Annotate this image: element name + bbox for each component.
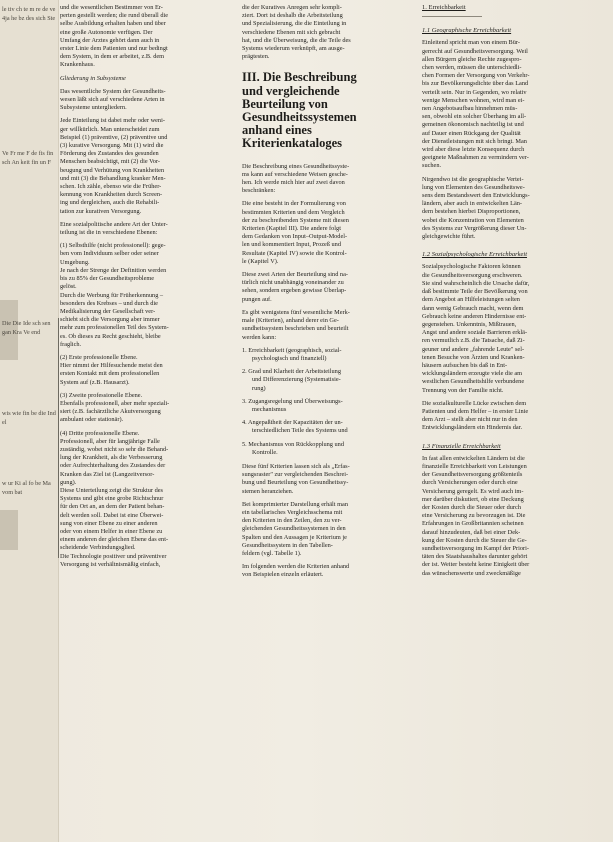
column-left xyxy=(60,4,224,574)
subsection-heading: 1.1 Geographische Erreichbarkeit xyxy=(422,27,512,35)
paragraph: (1) Selbsthilfe (nicht professionell): gege- ben vom Individuum selber oder seiner Umgebung. Je nach der Strenge der Definition werden bis zu 85% der Gesundheitsprobleme gelöst. Durch die Werbung für Früherkennung – besonders des Krebses – und durch die Medikalisierung der Gesellschaft ver- schiebt sich die Versorgung aber immer mehr zum professionellen Teil des System- es. Ob dieses zu Recht geschieht, bleibe fraglich. xyxy=(60,242,169,348)
divider xyxy=(422,16,482,17)
column-right xyxy=(422,4,606,583)
margin-note: le tiv ch te m re de ve 4ja he bz des sich Ste xyxy=(2,6,56,22)
margin-note: w ur Ki al fo be Ma vom bat xyxy=(2,480,51,496)
paragraph: Diese fünf Kriterien lassen sich als „Erfas- sungsraster" zur vergleichenden Beschrei- bung und Beurteilung von Gesundheitssy- stemen heranziehen. xyxy=(242,462,350,495)
margin-bracket-line xyxy=(58,318,59,558)
paragraph: und die wesentlichen Bestimmer von Er- perten gestellt werden; die rund überall die selbe Ausbildung erhalten haben und über eine große Autonomie verfügen. Der Umfang der Arztes gehört dann auch in erster Linie dem Patienten und nur bedingt dem System, in dem er arbeitet, z.B. dem Krankenhaus. xyxy=(60,4,169,69)
list-item: 3. Zugangsregelung und Überweisungs- mechanismus xyxy=(242,397,343,413)
list-item: 4. Angepaßtheit der Kapazitäten der un- terschiedlichen Teile des Systems und xyxy=(242,419,348,435)
paragraph: Sozialpsychologische Faktoren können die Gesundheitsversorgung erschweren. Sie sind wahrscheinlich die Ursache dafür, daß bestimmte Teile der Bevölkerung von dem Angebot an Hilfeleistungen selten dann wenig Gebrauch macht, wenn dem Gebrauch keine anderen Hindernisse ent- gegenstehen. Unkenntnis, Mißtrauen, Angst und andere soziale Barrieren erklä- ren vermutlich z.B. die Tatsache, daß Zi- geuner und andere „fahrende Leute" sel- tenen Besuche von Ärzten und Kranken- häusern aufsuchen bis daß in Ent- wicklungsländern erzeugte viele die am westlichen Gesundheitshilfe verbundene Trennung von der Familie nicht. xyxy=(422,263,530,394)
subheading: Gliederung in Subsysteme xyxy=(60,74,126,82)
paragraph: Die eine besteht in der Formulierung von bestimmten Kriterien und dem Vergleich der zu beschreibenden Systeme mit diesen Kriterien (Kapitel III). Die andere folgt dem Gedanken von Input–Output-Model- len und kommentiert Input, Prozeß und Resultate (Kapitel IV) sowie die Kontrol- le (Kapitel V). xyxy=(242,200,349,265)
margin-tab xyxy=(0,510,18,550)
paragraph: Jede Einteilung ist dabei mehr oder weni- ger willkürlich. Man unterscheidet zum Beispiel (1) präventive, (2) präventive und (3) kurative Versorgung. Mit (1) wird die Förderung des Zustandes des gesunden Menschen beabsichtigt, mit (2) die Vor- beugung und Verhütung von Krankheiten und mit (3) die Behandlung kranker Men- schen. Ich zähle, ebenso wie die Früher- kennung von Krankheiten durch Screen- ing und dergleichen, auch die Rehabili- tation zur kurativen Versorgung. xyxy=(60,117,168,215)
list-item: 2. Grad und Klarheit der Arbeitsteilung und Differenzierung (Systematisie- rung) xyxy=(242,368,341,392)
list-item: 5. Mechanismus von Rückkopplung und Kontrolle. xyxy=(242,440,344,456)
paragraph: Nirgendwo ist die geographische Vertei- lung von Elementen des Gesundheitswe- sens dem Bestandswert den Entwicklungs- ländern, aber auch in entwickelten Län- dern bestehen hierbei Disproportionen, wobei die Konzentration von Elementen des Systems zur Vergrößerung dieser Un- gleichgewichte führt. xyxy=(422,175,530,241)
subsection-heading: 1.3 Finanzielle Erreichbarkeit xyxy=(422,442,501,450)
paragraph: Die Beschreibung eines Gesundheitssyste- ms kann auf verschiedene Weisen gesche- hen. Ich werde mich hier auf zwei davon beschränken: xyxy=(242,162,350,195)
paragraph: Im folgenden werden die Kriterien anhand von Beispielen einzeln erläutert. xyxy=(242,563,350,579)
subsection-heading: 1. Erreichbarkeit xyxy=(422,4,466,11)
paragraph: Einleitend spricht man von einem Bür- gerrecht auf Gesundheitsversorgung. Weil allen Bürgern gleiche Rechte zugespro- chen werden, müssen die unterschiedli- chen Formen der Versorgung von Verkehr- bis zur Bevölkerungsdichte über das Land verteilt sein. Nur in Gegenden, wo relativ wenige Menschen wohnen, wird man ei- nen Angebotsaufbau hinnehmen müs- sen, obwohl ein solcher Überhang im all- gemeinen ökonomisch nachteilig ist und auf Dauer einen Rückgang der Qualität der Dienstleistungen mit sich bringt. Man wird aber diese letzte Konsequenz durch geeignete Maßnahmen zu vermindern ver- suchen. xyxy=(422,39,530,170)
paragraph: (3) Zweite professionelle Ebene. Ebenfalls professionell, aber mehr speziali- siert (z.B. fachärztliche Akutversorgung ambulant oder stationär). xyxy=(60,391,170,424)
margin-note: Die Die Ide sch sen gan Kra Ve end xyxy=(2,320,51,336)
margin-note: wis wie fin be die Ind el xyxy=(2,410,56,426)
list-item: 1. Erreichbarkeit (geographisch, sozial- psychologisch und finanziell) xyxy=(242,346,342,362)
subsection-heading: 1.2 Sozialpsychologische Erreichbarkeit xyxy=(422,251,528,259)
paragraph: Eine sozialpolitische andere Art der Unter- teilung ist die in verschiedene Ebenen: xyxy=(60,220,168,237)
paragraph: Bei komprimierter Darstellung erhält man ein tabellarisches Vergleichsschema mit den Kriterien in den Zeilen, den zu ver- gleichenden Gesundheitssystemen in den Spalten und den Aussagen je Kriterium je Gesundheitssystem in den Tabellen- feldern (vgl. Tabelle 1). xyxy=(242,500,348,557)
paragraph: (2) Erste professionelle Ebene. Hier nimmt der Hilfesuchende meist den ersten Kontakt mit dem professionellen System auf (z.B. Hausarzt). xyxy=(60,353,163,386)
margin-note: Ve Fr me F de fis fin sch An keit fin un F xyxy=(2,150,54,166)
paragraph: Es gibt wenigstens fünf wesentliche Merk- male (Kriterien), anhand derer ein Ge- sundheitssystem beschrieben und beurteilt werden kann: xyxy=(242,308,350,341)
paragraph: In fast allen entwickelten Ländern ist die finanzielle Erreichbarkeit von Leistungen der Gesundheitsversorgung größtenteils durch Versicherungen oder durch eine Versicherung geregelt. Es wird auch im- mer darüber diskutiert, ob eine Deckung der Kosten durch die Steuer oder durch eine Versicherung zu bevorzugen ist. Die Erfahrungen in Großbritannien scheinen darauf hinzudeuten, daß bei einer Dek- kung der Kosten durch die Steuer die Ge- sundheitsversorgung im Kampf der Priori- täten des Staatshaushaltes darunter gehört der ist. Weiter besteht keine Einigkeit über das wünschenswerte und zweckmäßige xyxy=(422,454,530,577)
paragraph: Diese zwei Arten der Beurteilung sind na- türlich nicht unabhängig voneinander zu sehen, sondern ergeben gewisse Überlap- pungen auf. xyxy=(242,271,348,303)
section-heading: III. Die Beschreibung und vergleichende Beurteilung von Gesundheitssystemen anhand eines Kriterienkataloges xyxy=(242,70,357,151)
paragraph: die der Kuratives Anregen sehr kompli- ziert. Dort ist deshalb die Arbeitsteilung und Spezialisierung, die die Einteilung in verschiedene Ebenen mit sich gebracht hat, und die Überweisung, die die Teile des Systems wiederum verknüpft, am ausge- prägtesten. xyxy=(242,4,351,61)
criteria-list xyxy=(242,347,412,457)
paragraph: Die sozialkulturelle Lücke zwischen dem Patienten und dem Helfer – in erster Linie dem Arzt – stellt aber nicht nur in den Entwicklungsländern ein Hindernis dar. xyxy=(422,399,529,432)
paragraph: Das wesentliche System der Gesundheits- wesen läßt sich auf verschiedene Arten in Subsysteme untergliedern. xyxy=(60,87,166,112)
paragraph: (4) Dritte professionelle Ebene. Professionell, aber für langjährige Falle zuständig, wobei nicht so sehr die Behand- lung der Krankheit, als die Verbesserung oder Aufrechterhaltung des Zustandes der Kranken das Ziel ist (Langzeitversor- gung). Diese Unterteilung zeigt die Struktur des Systems und gibt eine grobe Richtschnur für den Ort an, an dem der Patient behan- delt werden soll. Dabei ist eine Überwei- sung von einer Ebene zu einer anderen oder von einem Helfer in einer Ebene zu einem anderen der gleichen Ebene das ent- scheidende Verbindungsglied. Die Technologie positiver und präventiver Versorgung ist verhältnismäßig einfach, xyxy=(60,429,169,568)
column-middle xyxy=(242,4,412,585)
